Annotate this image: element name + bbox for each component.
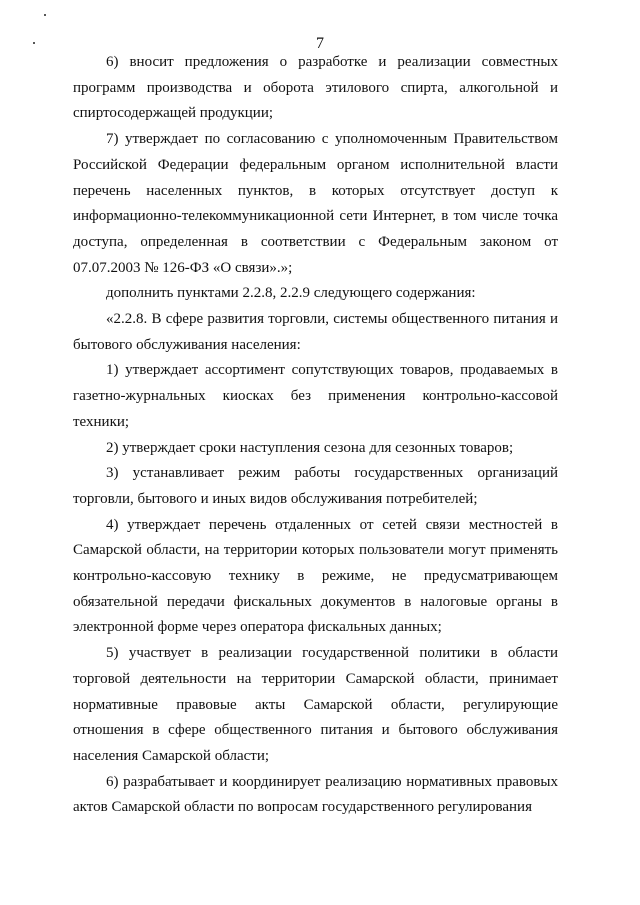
paragraph-subitem-2: 2) утверждает сроки наступления сезона для сезонных товаров; xyxy=(106,439,514,456)
paragraph-item-7: 7) утверждает по согласованию с уполномоченным Правительством Российской Федерации федеральным органом исполнительной власти перечень населенных пунктов, в которых отсутствует доступ к информационно-телекоммуникационной сети Интернет, в том числе точка доступа, определенная в соответствии с Федеральным законом от 07.07.2003 № 126-ФЗ «О связи».»; xyxy=(73,131,558,276)
paragraph-subitem-5: 5) участвует в реализации государственной политики в области торговой деятельности на территории Самарской области, принимает нормативные правовые акты Самарской области, регулирующие отношения в сфере общественного питания и бытового обслуживания населения Самарской области; xyxy=(73,645,558,764)
page-number: 7 xyxy=(316,35,324,52)
paragraph-section-2-2-8: «2.2.8. В сфере развития торговли, системы общественного питания и бытового обслуживания населения: xyxy=(73,311,558,353)
paragraph-subitem-4: 4) утверждает перечень отдаленных от сетей связи местностей в Самарской области, на территории которых пользователи могут применять контрольно-кассовую технику в режиме, не предусматривающем обязательной передачи фискальных документов в налоговые органы в электронной форме через оператора фискальных данных; xyxy=(73,516,558,636)
scan-speck xyxy=(44,14,46,16)
paragraph-subitem-3: 3) устанавливает режим работы государственных организаций торговли, бытового и иных видов обслуживания потребителей; xyxy=(73,465,558,507)
paragraph-item-6: 6) вносит предложения о разработке и реализации совместных программ производства и оборота этилового спирта, алкогольной и спиртосодержащей продукции; xyxy=(73,54,558,122)
document-body xyxy=(73,50,558,821)
paragraph-subitem-1: 1) утверждает ассортимент сопутствующих товаров, продаваемых в газетно-журнальных киосках без применения контрольно-кассовой техники; xyxy=(73,362,558,430)
paragraph-subitem-6: 6) разрабатывает и координирует реализацию нормативных правовых актов Самарской области по вопросам государственного регулирования xyxy=(73,773,558,816)
paragraph-amendment-intro: дополнить пунктами 2.2.8, 2.2.9 следующего содержания: xyxy=(106,285,476,302)
